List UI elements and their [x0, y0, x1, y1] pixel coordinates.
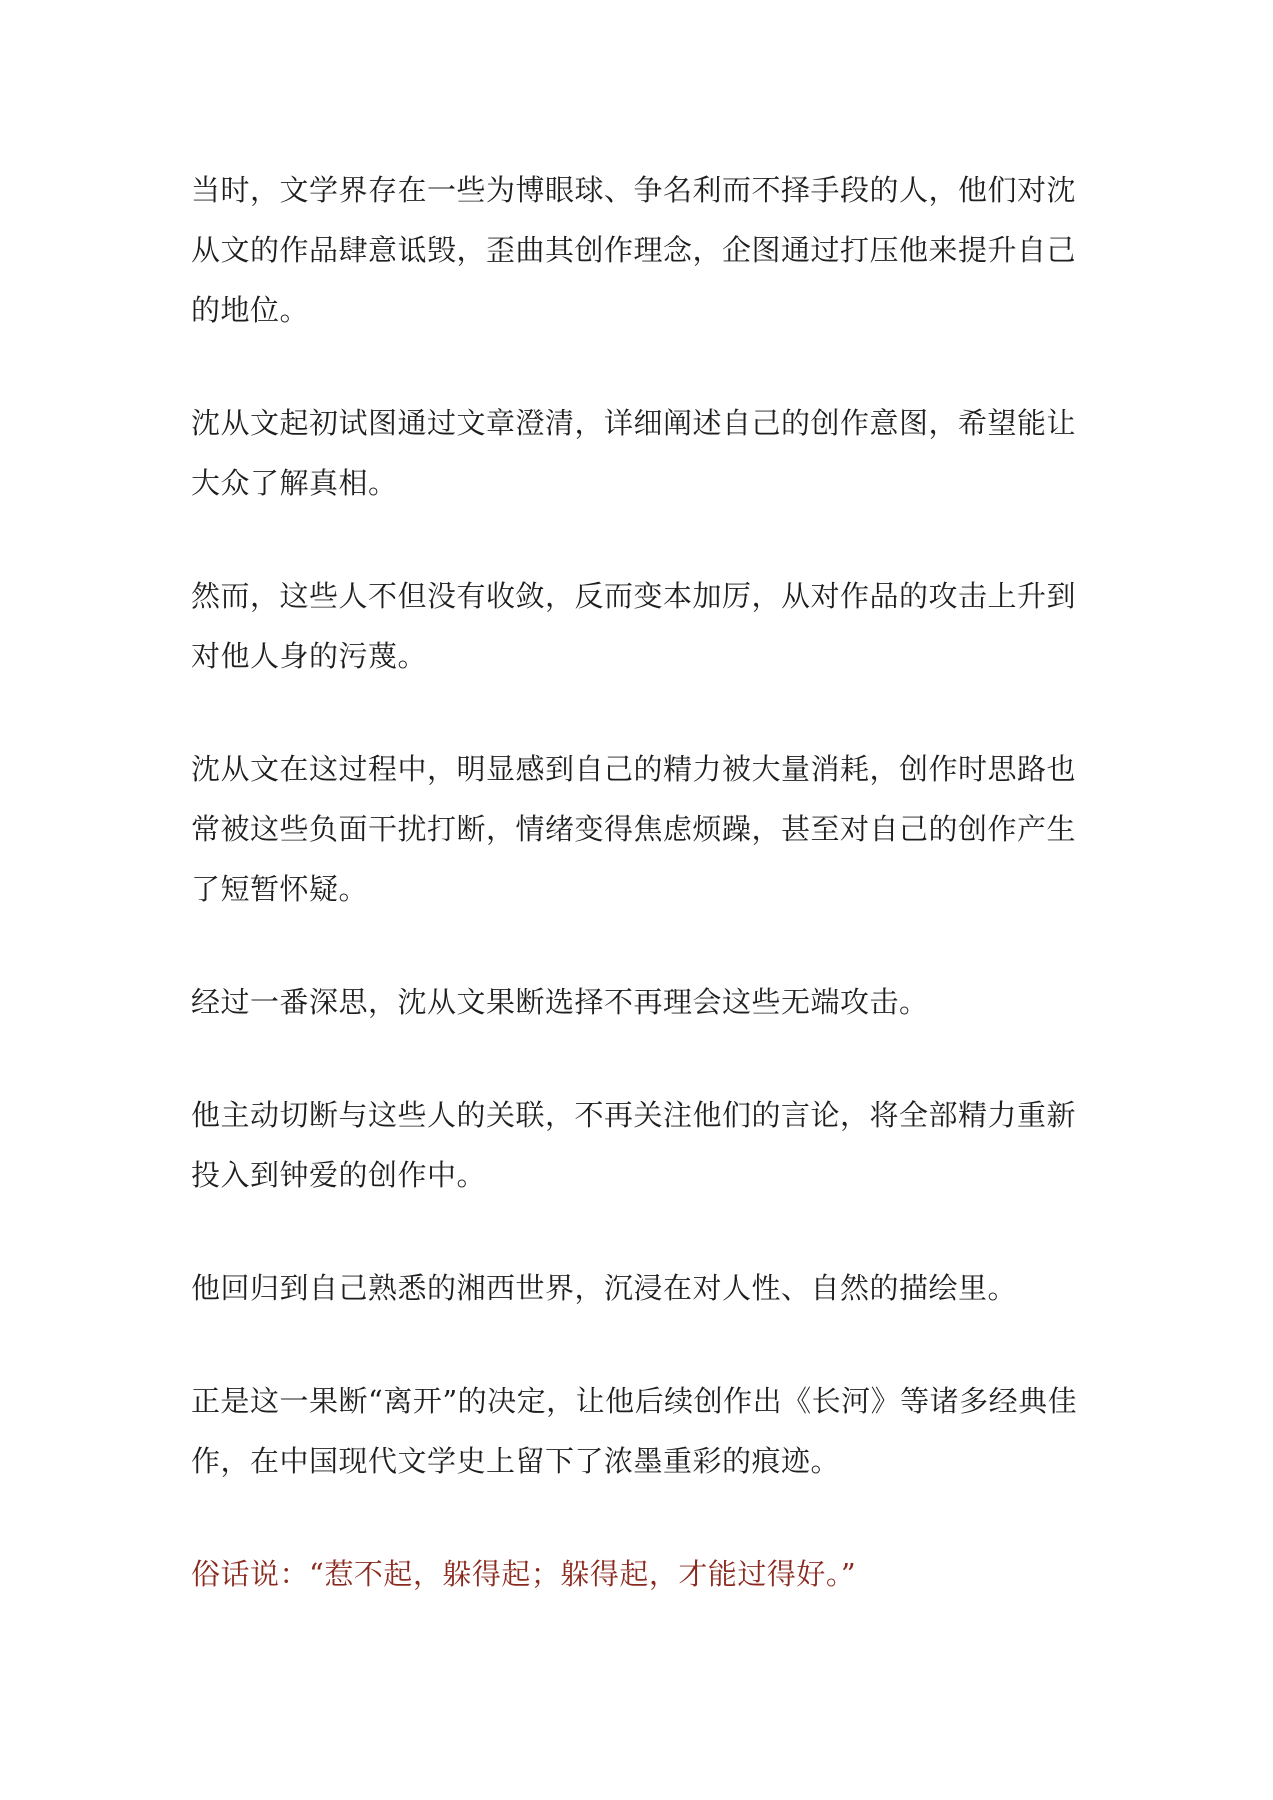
paragraph-2: 沈从文起初试图通过文章澄清，详细阐述自己的创作意图，希望能让大众了解真相。: [191, 406, 1077, 500]
paragraph-7: 他回归到自己熟悉的湘西世界，沉浸在对人性、自然的描绘里。: [191, 1271, 1018, 1305]
paragraph-5: 经过一番深思，沈从文果断选择不再理会这些无端攻击。: [191, 985, 929, 1019]
paragraph-1: 当时，文学界存在一些为博眼球、争名利而不择手段的人，他们对沈从文的作品肆意诋毁，歪曲其创作理念，企图通过打压他来提升自己的地位。: [191, 173, 1077, 327]
paragraph-4: 沈从文在这过程中，明显感到自己的精力被大量消耗，创作时思路也常被这些负面干扰打断，情绪变得焦虑烦躁，甚至对自己的创作产生了短暂怀疑。: [191, 752, 1077, 906]
paragraph-8: 正是这一果断“离开”的决定，让他后续创作出《长河》等诸多经典佳作，在中国现代文学史上留下了浓墨重彩的痕迹。: [191, 1384, 1078, 1478]
paragraph-6: 他主动切断与这些人的关联，不再关注他们的言论，将全部精力重新投入到钟爱的创作中。: [191, 1098, 1077, 1192]
proverb-quote: 俗话说：“惹不起，躲得起；躲得起，才能过得好。”: [191, 1557, 857, 1591]
paragraph-3: 然而，这些人不但没有收敛，反而变本加厉，从对作品的攻击上升到对他人身的污蔑。: [191, 579, 1077, 673]
article-body: [191, 160, 1091, 1657]
